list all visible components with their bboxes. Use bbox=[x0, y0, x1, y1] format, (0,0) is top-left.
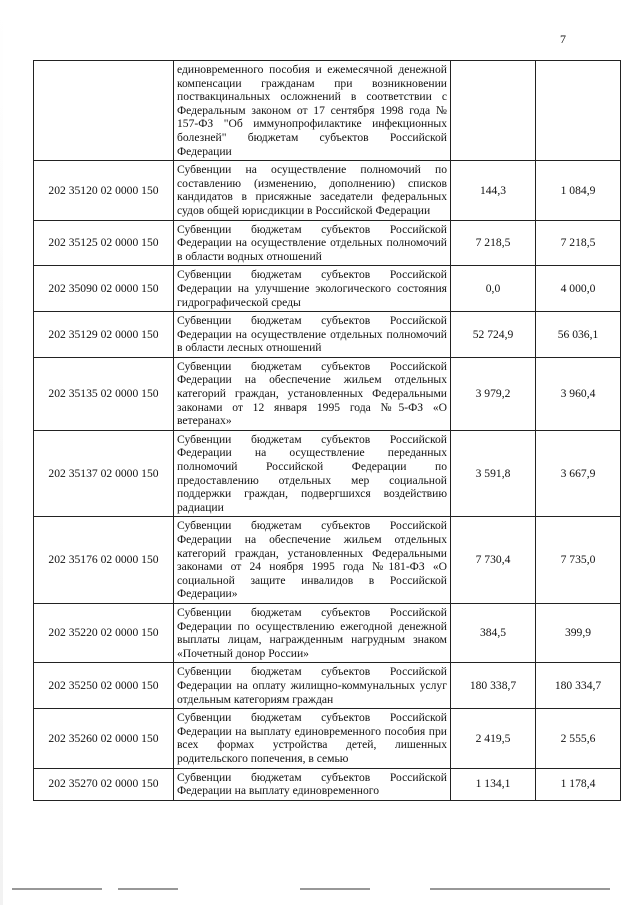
scan-artifact bbox=[118, 888, 178, 890]
revenue-name: единовременного пособия и ежемесячной денежной компенсации гражданам при возникновении поствакцинальных осложнений в соответствии с Федеральным законом от 17 сентября 1998 года № 157-ФЗ "Об иммунопрофилактике инфекционных болезней" бюджетам субъектов Российской Федерации bbox=[174, 61, 451, 161]
amount-year-2: 3 960,4 bbox=[536, 357, 621, 430]
classification-code: 202 35135 02 0000 150 bbox=[34, 357, 174, 430]
table-row bbox=[34, 220, 621, 266]
classification-code: 202 35129 02 0000 150 bbox=[34, 312, 174, 358]
scan-edge bbox=[0, 0, 3, 905]
scan-artifact bbox=[430, 888, 610, 890]
table-row bbox=[34, 357, 621, 430]
table-row bbox=[34, 266, 621, 312]
classification-code: 202 35270 02 0000 150 bbox=[34, 768, 174, 800]
revenue-name: Субвенции бюджетам субъектов Российской Федерации на осуществление переданных полномочий Российской Федерации по предоставлению отдельных мер социальной поддержки граждан, подвергшихся воздействию радиации bbox=[174, 430, 451, 517]
classification-code: 202 35120 02 0000 150 bbox=[34, 161, 174, 220]
table-row bbox=[34, 161, 621, 220]
amount-year-2: 7 218,5 bbox=[536, 220, 621, 266]
classification-code: 202 35260 02 0000 150 bbox=[34, 709, 174, 768]
table-row bbox=[34, 709, 621, 768]
amount-year-1: 3 591,8 bbox=[451, 430, 536, 517]
amount-year-1: 52 724,9 bbox=[451, 312, 536, 358]
amount-year-1 bbox=[451, 61, 536, 161]
amount-year-2: 2 555,6 bbox=[536, 709, 621, 768]
revenue-name: Субвенции бюджетам субъектов Российской Федерации на улучшение экологического состояния гидрографической среды bbox=[174, 266, 451, 312]
amount-year-2: 7 735,0 bbox=[536, 517, 621, 604]
budget-table-body bbox=[34, 61, 621, 801]
amount-year-1: 0,0 bbox=[451, 266, 536, 312]
classification-code: 202 35137 02 0000 150 bbox=[34, 430, 174, 517]
classification-code: 202 35125 02 0000 150 bbox=[34, 220, 174, 266]
amount-year-2: 399,9 bbox=[536, 603, 621, 662]
amount-year-1: 3 979,2 bbox=[451, 357, 536, 430]
table-row bbox=[34, 61, 621, 161]
revenue-name: Субвенции бюджетам субъектов Российской Федерации на обеспечение жильем отдельных категорий граждан, установленных Федеральными законами от 12 января 1995 года №5-ФЗ «О ветеранах» bbox=[174, 357, 451, 430]
classification-code: 202 35176 02 0000 150 bbox=[34, 517, 174, 604]
budget-table bbox=[33, 60, 621, 801]
amount-year-2: 4 000,0 bbox=[536, 266, 621, 312]
amount-year-1: 180 338,7 bbox=[451, 663, 536, 709]
revenue-name: Субвенции на осуществление полномочий по составлению (изменению, дополнению) списков кандидатов в присяжные заседатели федеральных судов общей юрисдикции в Российской Федерации bbox=[174, 161, 451, 220]
page-number: 7 bbox=[560, 32, 566, 46]
revenue-name: Субвенции бюджетам субъектов Российской Федерации на выплату единовременного bbox=[174, 768, 451, 800]
amount-year-2: 1 178,4 bbox=[536, 768, 621, 800]
amount-year-2: 180 334,7 bbox=[536, 663, 621, 709]
amount-year-1: 7 730,4 bbox=[451, 517, 536, 604]
revenue-name: Субвенции бюджетам субъектов Российской Федерации на обеспечение жильем отдельных категорий граждан, установленных Федеральными законами от 24 ноября 1995 года №181-ФЗ «О социальной защите инвалидов в Российской Федерации» bbox=[174, 517, 451, 604]
revenue-name: Субвенции бюджетам субъектов Российской Федерации по осуществлению ежегодной денежной выплаты лицам, награжденным нагрудным знаком «Почетный донор России» bbox=[174, 603, 451, 662]
amount-year-2 bbox=[536, 61, 621, 161]
amount-year-1: 2 419,5 bbox=[451, 709, 536, 768]
revenue-name: Субвенции бюджетам субъектов Российской Федерации на осуществление отдельных полномочий в области лесных отношений bbox=[174, 312, 451, 358]
revenue-name: Субвенции бюджетам субъектов Российской Федерации на осуществление отдельных полномочий в области водных отношений bbox=[174, 220, 451, 266]
table-row bbox=[34, 517, 621, 604]
classification-code bbox=[34, 61, 174, 161]
revenue-name: Субвенции бюджетам субъектов Российской Федерации на выплату единовременного пособия при всех формах устройства детей, лишенных родительского попечения, в семью bbox=[174, 709, 451, 768]
amount-year-1: 7 218,5 bbox=[451, 220, 536, 266]
revenue-name: Субвенции бюджетам субъектов Российской Федерации на оплату жилищно-коммунальных услуг отдельным категориям граждан bbox=[174, 663, 451, 709]
table-row bbox=[34, 768, 621, 800]
amount-year-1: 1 134,1 bbox=[451, 768, 536, 800]
table-row bbox=[34, 312, 621, 358]
amount-year-2: 3 667,9 bbox=[536, 430, 621, 517]
table-row bbox=[34, 603, 621, 662]
table-row bbox=[34, 430, 621, 517]
table-row bbox=[34, 663, 621, 709]
scan-artifact bbox=[12, 888, 102, 890]
amount-year-1: 384,5 bbox=[451, 603, 536, 662]
classification-code: 202 35090 02 0000 150 bbox=[34, 266, 174, 312]
amount-year-2: 56 036,1 bbox=[536, 312, 621, 358]
amount-year-2: 1 084,9 bbox=[536, 161, 621, 220]
scan-artifact bbox=[300, 888, 370, 890]
classification-code: 202 35220 02 0000 150 bbox=[34, 603, 174, 662]
amount-year-1: 144,3 bbox=[451, 161, 536, 220]
classification-code: 202 35250 02 0000 150 bbox=[34, 663, 174, 709]
